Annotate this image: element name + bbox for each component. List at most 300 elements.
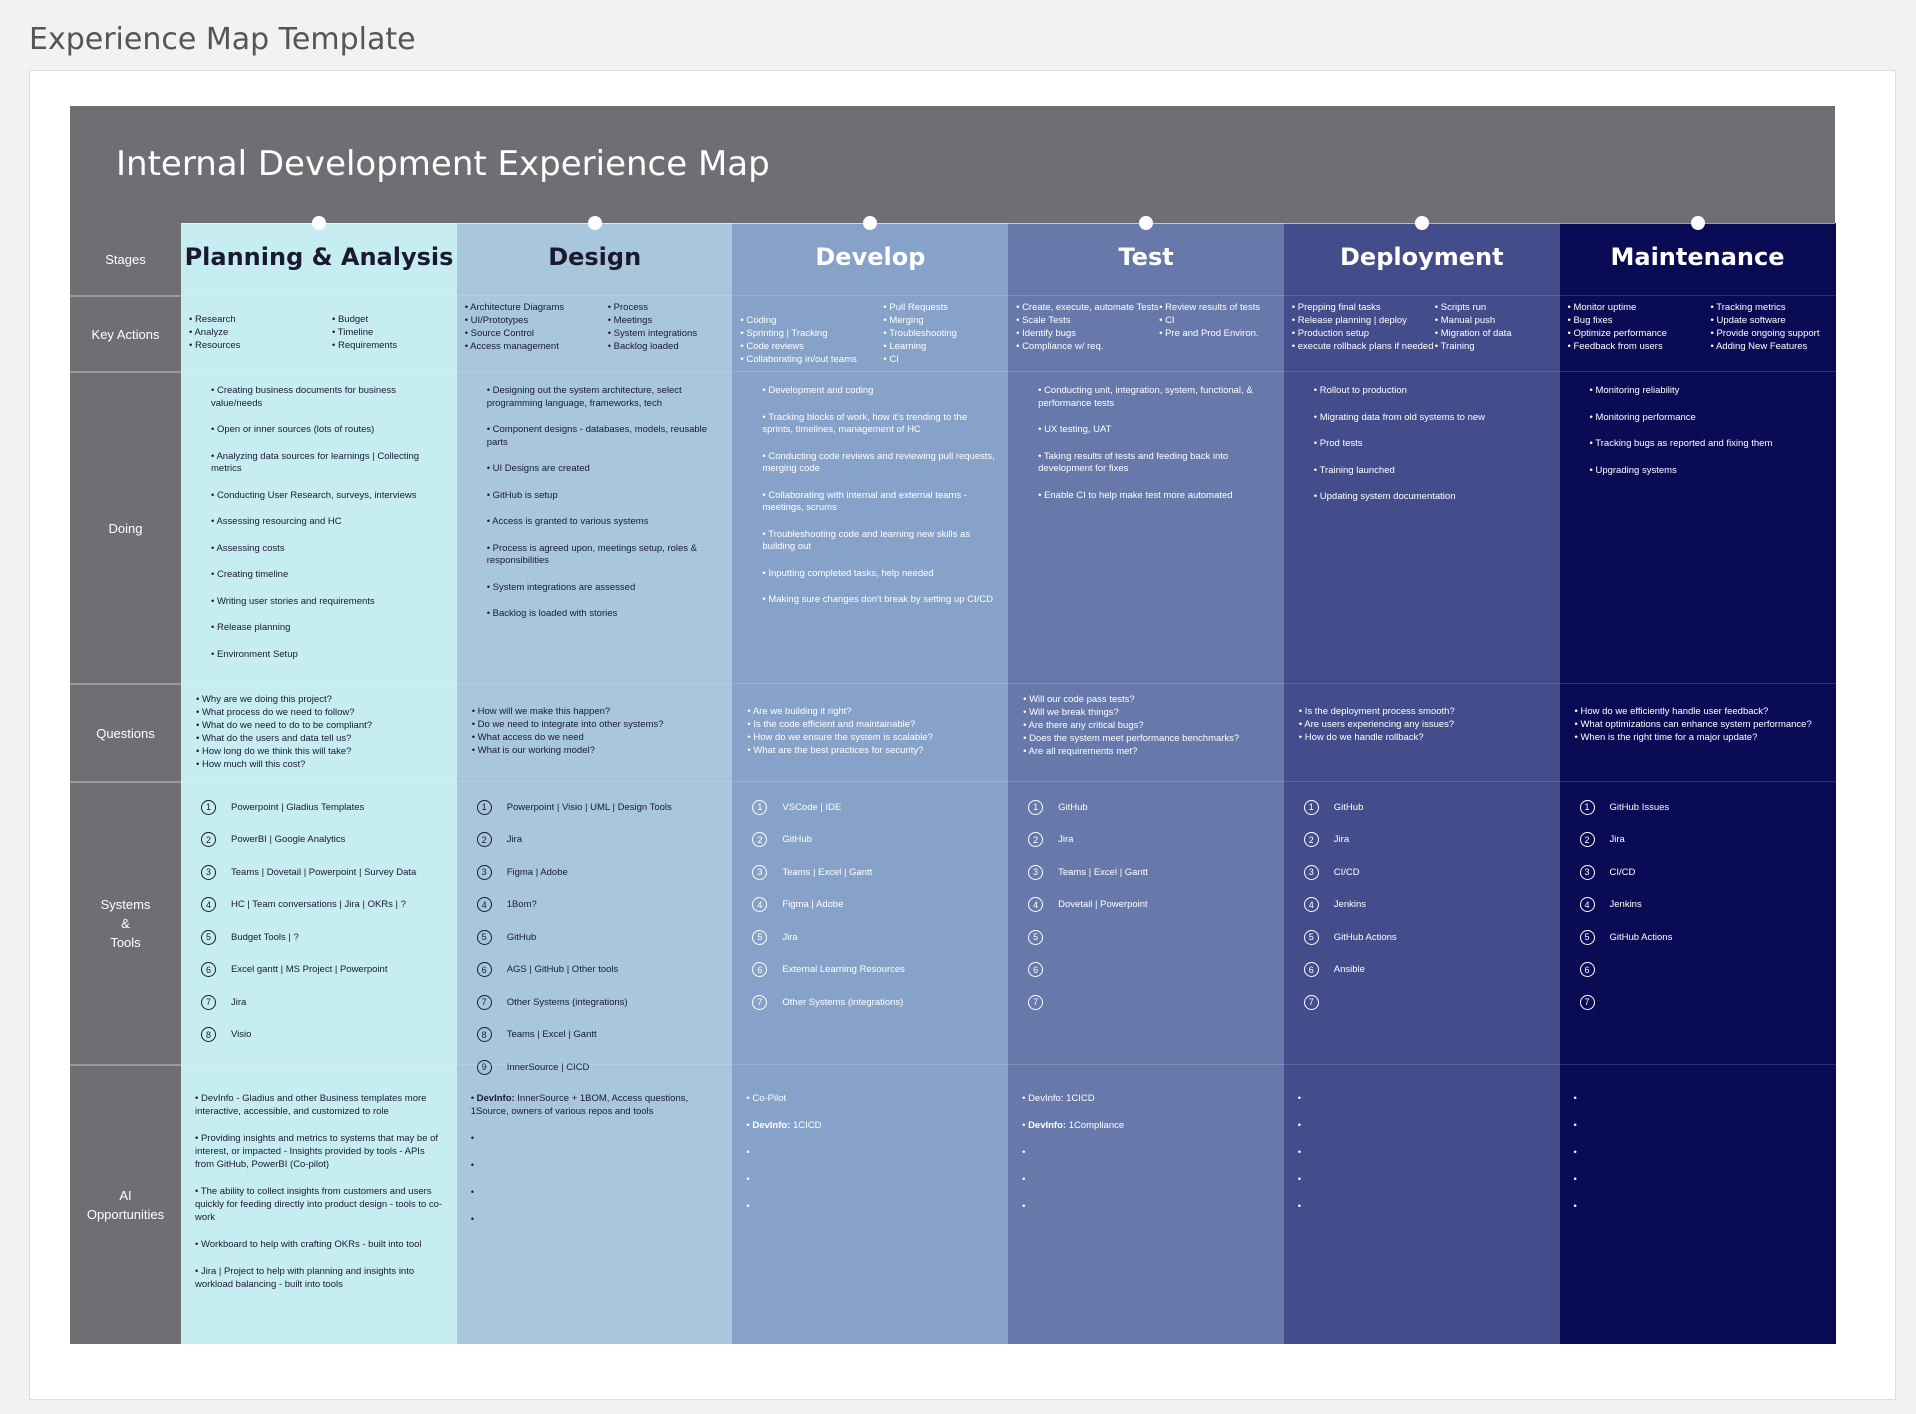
key-actions-list xyxy=(1292,301,1435,353)
doing-item: • GitHub is setup xyxy=(487,490,721,503)
tool-item xyxy=(1580,856,1828,889)
row-separator xyxy=(732,683,1008,684)
ai-item-text: 1Compliance xyxy=(1066,1120,1125,1131)
ai-item-text: Co-Pilot xyxy=(752,1093,787,1104)
tool-item xyxy=(1304,986,1552,1019)
key-actions-list xyxy=(1435,301,1552,353)
tool-label: CI/CD xyxy=(1609,866,1636,878)
tool-number: 1 xyxy=(1580,800,1595,815)
tool-label: AGS | GitHub | Other tools xyxy=(506,964,619,976)
ai-item xyxy=(471,1132,721,1145)
question-item: • Is the code efficient and maintainable? xyxy=(747,718,1000,731)
key-actions-list xyxy=(740,314,883,366)
key-action-item: • Manual push xyxy=(1435,314,1552,327)
tool-item xyxy=(752,889,1000,922)
row-labels xyxy=(70,223,181,1344)
tool-label: VSCode | IDE xyxy=(782,801,842,813)
doing-item: • Enable CI to help make test more automated xyxy=(1038,490,1272,503)
key-actions xyxy=(1008,301,1284,353)
tool-item xyxy=(477,921,725,954)
doing-list xyxy=(1284,385,1560,518)
question-item: • Are there any critical bugs? xyxy=(1023,719,1276,732)
tool-item xyxy=(1580,921,1828,954)
tool-number: 3 xyxy=(752,865,767,880)
tool-item xyxy=(201,1019,449,1052)
row-separator xyxy=(1284,1064,1560,1065)
tool-label: 1Bom? xyxy=(506,899,537,911)
tool-number: 3 xyxy=(1304,865,1319,880)
row-separator xyxy=(181,781,457,782)
tool-item xyxy=(201,824,449,857)
key-action-item: • Backlog loaded xyxy=(608,340,725,353)
key-action-item: • execute rollback plans if needed xyxy=(1292,340,1435,353)
key-action-item: • Compliance w/ req. xyxy=(1016,340,1159,353)
key-action-item: • Migration of data xyxy=(1435,327,1552,340)
tool-label: CI/CD xyxy=(1333,866,1360,878)
doing-item: • UI Designs are created xyxy=(487,463,721,476)
tool-item xyxy=(477,986,725,1019)
tool-number: 2 xyxy=(752,832,767,847)
tool-number: 1 xyxy=(1304,800,1319,815)
tool-item xyxy=(477,1019,725,1052)
doing-item: • Designing out the system architecture, select programming language, frameworks, tech xyxy=(487,385,721,410)
key-action-item: • Sprinting | Tracking xyxy=(740,327,883,340)
tool-label: External Learning Resources xyxy=(782,964,905,976)
row-separator xyxy=(181,371,457,372)
tool-label: Jenkins xyxy=(1609,899,1642,911)
tools-list xyxy=(1284,791,1560,1019)
ai-item xyxy=(1298,1173,1548,1186)
tool-label: Figma | Adobe xyxy=(506,866,568,878)
doing-item: • Release planning xyxy=(211,622,445,635)
tool-item xyxy=(1304,791,1552,824)
row-label: AI Opportunities xyxy=(70,1064,181,1344)
doing-item: • Rollout to production xyxy=(1314,385,1548,398)
key-action-item: • Tracking metrics xyxy=(1711,301,1828,314)
key-action-item: • Identify bugs xyxy=(1016,327,1159,340)
board-header xyxy=(70,106,1835,223)
key-actions-list xyxy=(465,301,608,353)
ai-item xyxy=(1298,1200,1548,1213)
tool-label: Teams | Excel | Gantt xyxy=(782,866,873,878)
tool-label: Ansible xyxy=(1333,964,1365,976)
board-title: Internal Development Experience Map xyxy=(116,144,770,184)
tool-label: Teams | Dovetail | Powerpoint | Survey Data xyxy=(231,866,417,878)
doing-list xyxy=(1008,385,1284,516)
tool-number: 4 xyxy=(1304,897,1319,912)
tool-item xyxy=(477,1051,725,1084)
tool-item xyxy=(752,856,1000,889)
tool-label: Dovetail | Powerpoint xyxy=(1058,899,1148,911)
key-action-item: • Release planning | deploy xyxy=(1292,314,1435,327)
ai-item xyxy=(471,1159,721,1172)
tool-number: 4 xyxy=(1580,897,1595,912)
question-item: • Are all requirements met? xyxy=(1023,745,1276,758)
key-actions-list xyxy=(1016,301,1159,353)
ai-item xyxy=(746,1092,996,1105)
tool-label: Excel gantt | MS Project | Powerpoint xyxy=(231,964,388,976)
tool-item xyxy=(752,954,1000,987)
ai-item-text: Jira | Project to help with planning and insights into workload balancing - built into tools xyxy=(195,1266,415,1290)
ai-item-text: The ability to collect insights from customers and users quickly for feeding directly into product design - tools to co-work xyxy=(195,1186,443,1223)
row-separator xyxy=(457,295,733,296)
tool-number: 6 xyxy=(1304,962,1319,977)
questions-list xyxy=(457,705,733,757)
row-separator xyxy=(1284,683,1560,684)
row-separator xyxy=(457,371,733,372)
question-item: • Does the system meet performance benchmarks? xyxy=(1023,732,1276,745)
question-item: • How will we make this happen? xyxy=(472,705,725,718)
tool-number: 7 xyxy=(1304,995,1319,1010)
ai-opportunities-list xyxy=(1008,1092,1284,1227)
key-action-item: • Process xyxy=(608,301,725,314)
ai-item-text: Providing insights and metrics to systems that may be of interest, or impacted - Insights provided by tools - APIs from GitHub, PowerBI (Co-pilot) xyxy=(195,1133,439,1170)
question-item: • What do the users and data tell us? xyxy=(196,732,449,745)
stage-column xyxy=(457,223,733,1344)
ai-item xyxy=(746,1200,996,1213)
ai-item xyxy=(1022,1092,1272,1105)
tool-item xyxy=(752,824,1000,857)
row-separator xyxy=(1284,371,1560,372)
tool-item xyxy=(201,986,449,1019)
row-label: Systems & Tools xyxy=(70,781,181,1064)
tool-number: 2 xyxy=(477,832,492,847)
tool-number: 8 xyxy=(477,1027,492,1042)
ai-item xyxy=(195,1238,445,1251)
key-action-item: • Code reviews xyxy=(740,340,883,353)
tool-number: 4 xyxy=(1028,897,1043,912)
stage-title: Design xyxy=(548,243,642,271)
tool-number: 3 xyxy=(1028,865,1043,880)
ai-item xyxy=(195,1185,445,1224)
key-actions-list xyxy=(1159,301,1276,353)
experience-map-board xyxy=(70,106,1835,1344)
key-actions-list xyxy=(189,313,332,352)
tool-label: Other Systems (integrations) xyxy=(506,996,628,1008)
tool-item xyxy=(752,791,1000,824)
tool-label: GitHub xyxy=(1058,801,1088,813)
key-actions-list xyxy=(332,313,449,352)
key-action-item: • Resources xyxy=(189,339,332,352)
doing-item: • Assessing resourcing and HC xyxy=(211,516,445,529)
tool-label: Jenkins xyxy=(1333,899,1367,911)
doing-item: • Troubleshooting code and learning new skills as building out xyxy=(762,529,996,554)
tool-label: Jira xyxy=(1058,834,1074,846)
tool-number: 5 xyxy=(477,930,492,945)
question-item: • Will we break things? xyxy=(1023,706,1276,719)
tool-number: 2 xyxy=(1580,832,1595,847)
key-action-item: • Collaborating in/out teams xyxy=(740,353,883,366)
doing-item: • Access is granted to various systems xyxy=(487,516,721,529)
tool-label: Jira xyxy=(1333,834,1350,846)
key-actions-list xyxy=(1568,301,1711,353)
question-item: • When is the right time for a major update? xyxy=(1575,731,1828,744)
ai-item xyxy=(1022,1173,1272,1186)
row-separator xyxy=(1560,683,1836,684)
tool-item xyxy=(1580,791,1828,824)
tool-label: Figma | Adobe xyxy=(782,899,844,911)
question-item: • How do we handle rollback? xyxy=(1299,731,1552,744)
key-actions xyxy=(181,313,457,352)
doing-item: • Monitoring performance xyxy=(1590,412,1824,425)
doing-item: • Creating business documents for business value/needs xyxy=(211,385,445,410)
doing-item: • System integrations are assessed xyxy=(487,582,721,595)
key-action-item: • Merging xyxy=(883,314,1000,327)
row-separator xyxy=(1284,295,1560,296)
question-item: • Are users experiencing any issues? xyxy=(1299,718,1552,731)
key-action-item: • Prepping final tasks xyxy=(1292,301,1435,314)
tool-label: Teams | Excel | Gantt xyxy=(506,1029,597,1041)
ai-opportunities-list xyxy=(732,1092,1008,1227)
question-item: • What is our working model? xyxy=(472,744,725,757)
tool-item xyxy=(201,921,449,954)
key-actions-list xyxy=(883,301,1000,366)
doing-item: • Tracking blocks of work, how it's trending to the sprints, timelines, management of HC xyxy=(762,412,996,437)
row-separator xyxy=(457,781,733,782)
key-actions xyxy=(1284,301,1560,353)
tool-number: 8 xyxy=(201,1027,216,1042)
doing-item: • Migrating data from old systems to new xyxy=(1314,412,1548,425)
ai-item xyxy=(1298,1146,1548,1159)
row-separator xyxy=(181,683,457,684)
key-action-item: • UI/Prototypes xyxy=(465,314,608,327)
questions-list xyxy=(732,705,1008,757)
tool-number: 5 xyxy=(1304,930,1319,945)
row-separator xyxy=(732,371,1008,372)
key-action-item: • Scale Tests xyxy=(1016,314,1159,327)
ai-item xyxy=(1022,1119,1272,1132)
page-title: Experience Map Template xyxy=(29,22,416,57)
row-label: Doing xyxy=(70,371,181,683)
tool-number: 4 xyxy=(477,897,492,912)
key-action-item: • Learning xyxy=(883,340,1000,353)
tool-number: 6 xyxy=(201,962,216,977)
doing-item: • Environment Setup xyxy=(211,649,445,662)
tool-item xyxy=(1580,889,1828,922)
tool-number: 3 xyxy=(201,865,216,880)
doing-item: • Conducting code reviews and reviewing pull requests, merging code xyxy=(762,451,996,476)
key-action-item: • Update software xyxy=(1711,314,1828,327)
ai-item xyxy=(1022,1146,1272,1159)
doing-list xyxy=(181,385,457,675)
key-actions xyxy=(1560,301,1836,353)
question-item: • What are the best practices for security? xyxy=(747,744,1000,757)
ai-item xyxy=(1298,1092,1548,1105)
row-separator xyxy=(1284,781,1560,782)
tool-number: 1 xyxy=(1028,800,1043,815)
tools-list xyxy=(457,791,733,1084)
tools-list xyxy=(732,791,1008,1019)
doing-item: • Analyzing data sources for learnings | Collecting metrics xyxy=(211,451,445,476)
stage-column xyxy=(1560,223,1836,1344)
doing-item: • Training launched xyxy=(1314,465,1548,478)
key-action-item: • Troubleshooting xyxy=(883,327,1000,340)
key-action-item: • Timeline xyxy=(332,326,449,339)
questions-list xyxy=(1008,693,1284,758)
doing-item: • Tracking bugs as reported and fixing them xyxy=(1590,438,1824,451)
doing-list xyxy=(732,385,1008,621)
question-item: • What do we need to do to be compliant? xyxy=(196,719,449,732)
question-item: • What access do we need xyxy=(472,731,725,744)
key-action-item: • Requirements xyxy=(332,339,449,352)
row-label: Stages xyxy=(105,251,146,267)
key-action-item: • CI xyxy=(883,353,1000,366)
ai-item-text: Workboard to help with crafting OKRs - built into tool xyxy=(200,1239,422,1250)
row-separator xyxy=(1008,683,1284,684)
ai-item xyxy=(1574,1173,1824,1186)
key-action-item: • Pull Requests xyxy=(883,301,1000,314)
key-action-item: • Provide ongoing support xyxy=(1711,327,1828,340)
row-separator xyxy=(1560,1064,1836,1065)
ai-item xyxy=(1298,1119,1548,1132)
tool-number: 3 xyxy=(477,865,492,880)
stage-title: Deployment xyxy=(1340,243,1504,271)
ai-opportunities-list xyxy=(181,1092,457,1305)
questions-list xyxy=(1560,705,1836,744)
row-separator xyxy=(1008,295,1284,296)
tool-number: 2 xyxy=(201,832,216,847)
row-separator xyxy=(1008,1064,1284,1065)
doing-item: • Making sure changes don't break by setting up CI/CD xyxy=(762,594,996,607)
tool-item xyxy=(1304,824,1552,857)
question-item: • Do we need to integrate into other systems? xyxy=(472,718,725,731)
doing-item: • Upgrading systems xyxy=(1590,465,1824,478)
row-separator xyxy=(1560,781,1836,782)
tool-number: 4 xyxy=(752,897,767,912)
key-action-item: • Research xyxy=(189,313,332,326)
tool-label: GitHub Actions xyxy=(1609,931,1673,943)
tool-number: 5 xyxy=(752,930,767,945)
key-action-item: • Feedback from users xyxy=(1568,340,1711,353)
doing-item: • Development and coding xyxy=(762,385,996,398)
ai-item xyxy=(1022,1200,1272,1213)
tool-number: 5 xyxy=(1580,930,1595,945)
tool-label: Jira xyxy=(231,996,247,1008)
tool-label: HC | Team conversations | Jira | OKRs | ? xyxy=(231,899,406,911)
tool-number: 7 xyxy=(1580,995,1595,1010)
key-action-item: • Adding New Features xyxy=(1711,340,1828,353)
ai-item xyxy=(746,1146,996,1159)
tool-label: Jira xyxy=(1609,834,1625,846)
key-action-item: • Training xyxy=(1435,340,1552,353)
tool-number: 7 xyxy=(752,995,767,1010)
stage-title: Develop xyxy=(815,243,926,271)
tool-label: PowerBI | Google Analytics xyxy=(231,834,346,846)
doing-item: • Prod tests xyxy=(1314,438,1548,451)
ai-item xyxy=(1574,1092,1824,1105)
key-action-item: • Access management xyxy=(465,340,608,353)
stage-column xyxy=(1284,223,1560,1344)
tool-number: 2 xyxy=(1304,832,1319,847)
ai-item-label: DevInfo: xyxy=(752,1120,791,1131)
tool-item xyxy=(477,954,725,987)
key-action-item: • Architecture Diagrams xyxy=(465,301,608,314)
tool-number: 1 xyxy=(201,800,216,815)
tool-label: GitHub xyxy=(1333,801,1364,813)
doing-item: • Monitoring reliability xyxy=(1590,385,1824,398)
question-item: • How do we ensure the system is scalable? xyxy=(747,731,1000,744)
tool-item xyxy=(201,954,449,987)
question-item: • How long do we think this will take? xyxy=(196,745,449,758)
row-separator xyxy=(457,1064,733,1065)
tool-number: 1 xyxy=(752,800,767,815)
row-separator xyxy=(1008,781,1284,782)
tools-list xyxy=(1560,791,1836,1019)
row-separator xyxy=(1560,371,1836,372)
tool-number: 6 xyxy=(1580,962,1595,977)
timeline-line xyxy=(181,223,1835,224)
doing-item: • Updating system documentation xyxy=(1314,491,1548,504)
row-separator xyxy=(457,683,733,684)
tool-number: 7 xyxy=(1028,995,1043,1010)
question-item: • Is the deployment process smooth? xyxy=(1299,705,1552,718)
tool-item xyxy=(1304,921,1552,954)
tool-label: GitHub Actions xyxy=(1333,931,1397,943)
question-item: • Will our code pass tests? xyxy=(1023,693,1276,706)
row-separator xyxy=(1560,295,1836,296)
tool-item xyxy=(477,889,725,922)
doing-item: • Component designs - databases, models, reusable parts xyxy=(487,424,721,449)
ai-item xyxy=(746,1173,996,1186)
question-item: • How much will this cost? xyxy=(196,758,449,771)
tool-label: Powerpoint | Gladius Templates xyxy=(231,801,365,813)
key-action-item: • Budget xyxy=(332,313,449,326)
tool-number: 9 xyxy=(477,1060,492,1075)
ai-item xyxy=(471,1213,721,1226)
ai-item xyxy=(471,1092,721,1118)
tool-label: InnerSource | CICD xyxy=(506,1061,590,1073)
stage-title: Maintenance xyxy=(1610,243,1785,271)
doing-item: • Inputting completed tasks, help needed xyxy=(762,568,996,581)
tool-number: 3 xyxy=(1580,865,1595,880)
stage-title: Test xyxy=(1118,243,1174,271)
doing-item: • Assessing costs xyxy=(211,543,445,556)
stage-column xyxy=(1008,223,1284,1344)
key-action-item: • Coding xyxy=(740,314,883,327)
doing-item: • Conducting unit, integration, system, functional, & performance tests xyxy=(1038,385,1272,410)
key-action-item: • Create, execute, automate Tests xyxy=(1016,301,1159,314)
ai-item xyxy=(195,1132,445,1171)
tool-item xyxy=(1028,856,1276,889)
key-action-item: • System integrations xyxy=(608,327,725,340)
stage-column xyxy=(732,223,1008,1344)
tool-label: Jira xyxy=(782,931,798,943)
row-separator xyxy=(732,781,1008,782)
tool-item xyxy=(1028,921,1276,954)
tool-label: Powerpoint | Visio | UML | Design Tools xyxy=(506,801,672,813)
tools-list xyxy=(181,791,457,1051)
key-action-item: • Production setup xyxy=(1292,327,1435,340)
doing-item: • Taking results of tests and feeding back into development for fixes xyxy=(1038,451,1272,476)
tool-label: GitHub xyxy=(782,834,812,846)
tool-item xyxy=(1028,889,1276,922)
questions-list xyxy=(181,693,457,771)
ai-item-label: DevInfo: xyxy=(476,1093,515,1104)
key-action-item: • Meetings xyxy=(608,314,725,327)
tool-item xyxy=(1304,889,1552,922)
tool-label: Visio xyxy=(231,1029,252,1041)
tool-item xyxy=(752,986,1000,1019)
question-item: • What process do we need to follow? xyxy=(196,706,449,719)
key-actions xyxy=(457,301,733,353)
key-action-item: • Optimize performance xyxy=(1568,327,1711,340)
question-item: • How do we efficiently handle user feedback? xyxy=(1575,705,1828,718)
tool-item xyxy=(1580,824,1828,857)
doing-list xyxy=(1560,385,1836,491)
ai-item-label: DevInfo: xyxy=(1028,1120,1067,1131)
tool-item xyxy=(1028,791,1276,824)
ai-item xyxy=(1574,1119,1824,1132)
